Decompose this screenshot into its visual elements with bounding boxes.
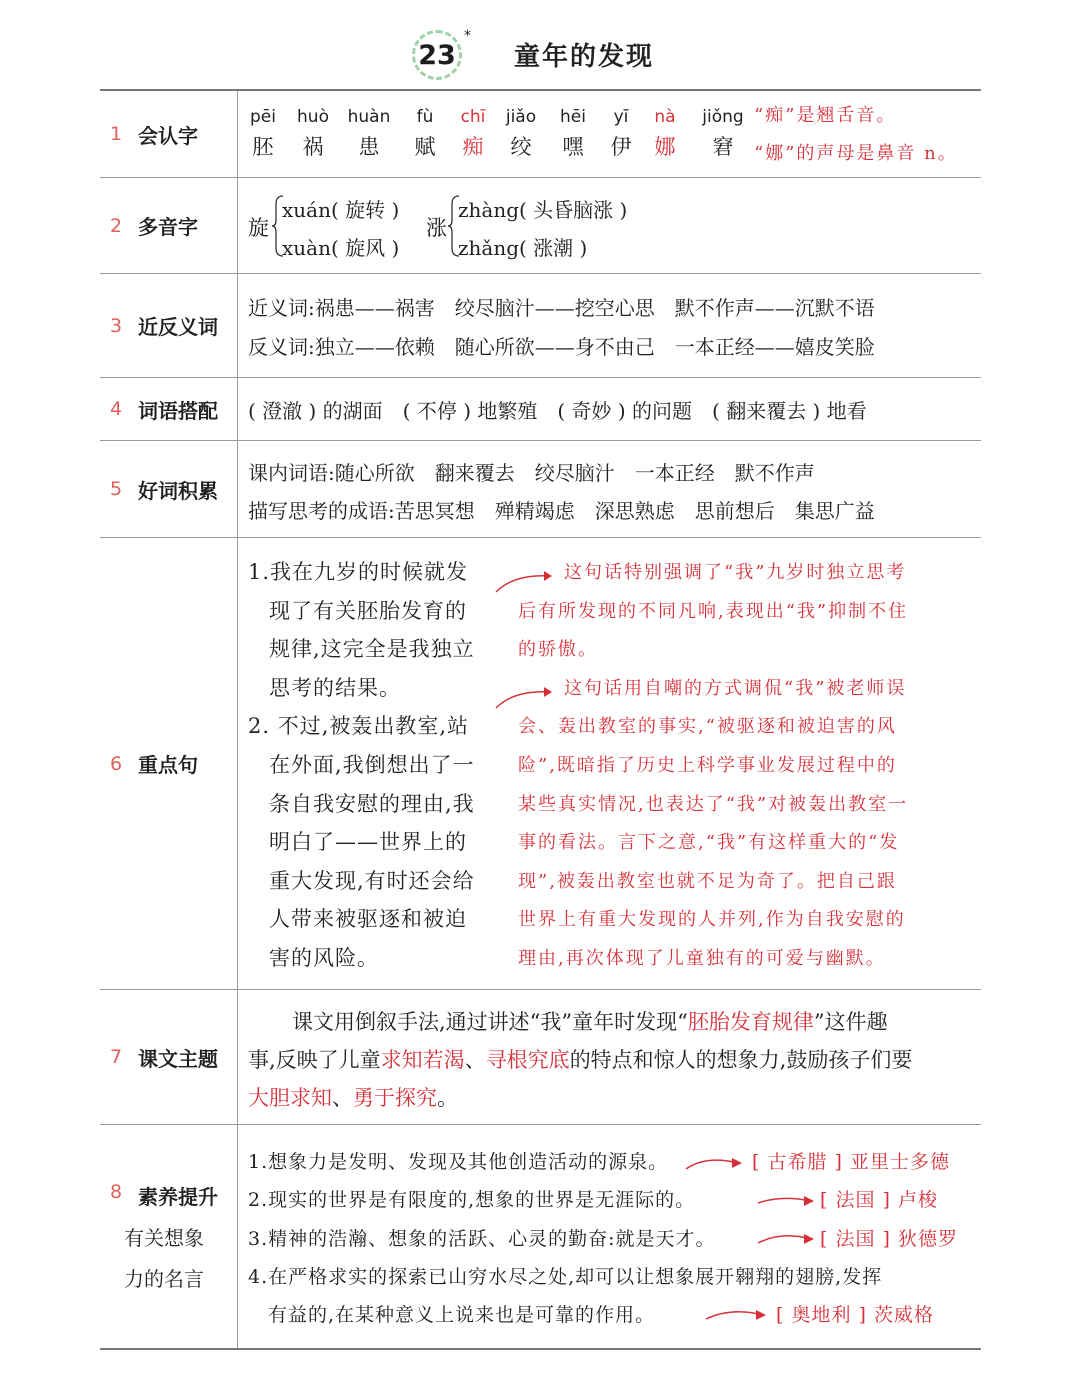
analysis-line: 会、轰出教室的事实,“被驱逐和被迫害的风	[518, 716, 897, 738]
collocation-line: ( 澄澈 ) 的湖面 ( 不停 ) 地繁殖 ( 奇妙 ) 的问题 ( 翻来覆去 ) 地看	[248, 399, 867, 423]
row-number: 3	[110, 314, 123, 337]
quotes-content	[238, 1125, 981, 1348]
row-quotes	[100, 1125, 981, 1350]
row-number: 5	[110, 478, 123, 500]
row-key-sentences	[100, 538, 981, 990]
antonyms-line: 反义词:独立——依赖 随心所欲——身不由己 一本正经——嬉皮笑脸	[248, 335, 875, 359]
arrow-icon	[704, 1305, 770, 1325]
quote-3: 3.精神的浩瀚、想象的活跃、心灵的勤奋:就是天才。	[248, 1228, 716, 1250]
reading-xuan-2: xuàn( 旋风 )	[282, 236, 400, 260]
row-number: 6	[110, 752, 123, 775]
sentence-line: 现了有关胚胎发育的	[269, 598, 467, 623]
analysis-line: 这句话特别强调了“我”九岁时独立思考	[564, 562, 907, 583]
row-collocation	[100, 378, 981, 441]
row-number: 2	[110, 214, 123, 237]
pinyin: hēi	[560, 107, 586, 127]
pinyin: chī	[460, 107, 486, 127]
analysis-line: 现”,被轰出教室也就不足为奇了。把自己跟	[518, 870, 897, 892]
arrow-icon	[494, 568, 556, 594]
row-title: 词语搭配	[138, 398, 218, 423]
theme-line-1: 课文用倒叙手法,通过讲述“我”童年时发现“胚胎发育规律”这件趣	[292, 1010, 888, 1034]
character: 痴	[462, 135, 484, 159]
collocation-content	[238, 378, 981, 440]
poly-char-zhang: 涨	[426, 216, 447, 240]
note-na: “娜”的声母是鼻音 n。	[754, 143, 958, 164]
key-sentences-content	[238, 538, 981, 989]
character: 绞	[510, 135, 532, 159]
lesson-star: *	[464, 28, 471, 44]
sentence-line: 思考的结果。	[269, 675, 401, 700]
synonyms-content	[238, 274, 981, 377]
author-1: [ 古希腊 ] 亚里士多德	[752, 1151, 950, 1173]
theme-line-2: 事,反映了儿童求知若渴、寻根究底的特点和惊人的想象力,鼓励孩子们要	[248, 1048, 913, 1072]
character: 赋	[414, 135, 436, 159]
poly-char-xuan: 旋	[248, 216, 269, 240]
row-subtitle-1: 有关想象	[124, 1226, 204, 1250]
reading-zhang-1: zhàng( 头昏脑涨 )	[458, 198, 628, 222]
row-subtitle-2: 力的名言	[124, 1267, 204, 1291]
vocab-line-2: 描写思考的成语:苦思冥想 殚精竭虑 深思熟虑 思前想后 集思广益	[248, 499, 875, 523]
row-synonyms	[100, 274, 981, 378]
pinyin: yī	[613, 107, 629, 127]
row-title: 重点句	[138, 753, 198, 777]
row-title: 会认字	[138, 123, 198, 148]
row-label	[100, 178, 238, 273]
note-chi: “痴”是翘舌音。	[754, 105, 897, 126]
analysis-line: 险”,既暗指了历史上科学事业发展过程中的	[518, 755, 897, 776]
lesson-number-badge: 23	[412, 30, 462, 80]
quote-4-line-1: 4.在严格求实的探索已山穷水尽之处,却可以让想象展开翱翔的翅膀,发挥	[248, 1266, 883, 1288]
row-label	[100, 441, 238, 537]
pinyin: nà	[654, 107, 676, 127]
row-label	[100, 274, 238, 377]
pinyin: fù	[416, 107, 434, 127]
row-number: 4	[110, 398, 123, 420]
arrow-icon	[756, 1229, 818, 1249]
sentence-line: 在外面,我倒想出了一	[269, 753, 475, 777]
row-number: 8	[110, 1181, 123, 1203]
pinyin: huàn	[347, 107, 391, 127]
row-title: 素养提升	[138, 1185, 218, 1209]
analysis-line: 这句话用自嘲的方式调侃“我”被老师误	[564, 677, 907, 699]
theme-content	[238, 990, 981, 1124]
analysis-line: 世界上有重大发现的人并列,作为自我安慰的	[518, 909, 906, 931]
row-title: 多音字	[138, 215, 198, 239]
reading-xuan-1: xuán( 旋转 )	[282, 198, 400, 222]
sentence-line: 条自我安慰的理由,我	[269, 791, 475, 816]
vocabulary-content	[238, 441, 981, 537]
character: 胚	[252, 135, 274, 159]
row-title: 好词积累	[138, 478, 218, 503]
analysis-line: 的骄傲。	[518, 639, 598, 661]
character: 嘿	[562, 135, 584, 159]
row-title: 近反义词	[138, 315, 218, 339]
author-2: [ 法国 ] 卢梭	[820, 1189, 938, 1211]
arrow-icon	[684, 1153, 746, 1173]
row-theme	[100, 990, 981, 1125]
row-label	[100, 91, 238, 177]
lesson-header	[0, 22, 1080, 82]
sentence-line: 明白了——世界上的	[269, 830, 467, 855]
synonyms-line: 近义词:祸患——祸害 绞尽脑汁——挖空心思 默不作声——沉默不语	[248, 296, 875, 320]
literacy-content	[238, 91, 981, 177]
author-4: [ 奥地利 ] 茨威格	[776, 1304, 934, 1326]
row-label	[100, 378, 238, 440]
row-literacy	[100, 91, 981, 178]
character: 伊	[610, 135, 632, 159]
row-label	[100, 1125, 238, 1348]
row-number: 1	[110, 123, 123, 145]
sentence-line: 2. 不过,被轰出教室,站	[248, 714, 470, 739]
sentence-line: 人带来被驱逐和被迫	[269, 907, 467, 932]
arrow-icon	[494, 684, 556, 710]
sentence-line: 规律,这完全是我独立	[269, 637, 475, 662]
sentence-line: 害的风险。	[269, 946, 379, 970]
polyphone-content	[238, 178, 981, 273]
character: 患	[358, 135, 380, 159]
pinyin: jiǎo	[505, 107, 537, 127]
analysis-line: 理由,再次体现了儿童独有的可爱与幽默。	[518, 948, 886, 969]
sentence-line: 1.我在九岁的时候就发	[248, 560, 469, 584]
analysis-line: 事的看法。言下之意,“我”有这样重大的“发	[518, 832, 900, 854]
row-polyphone	[100, 178, 981, 274]
pinyin: jiǒng	[702, 107, 744, 127]
analysis-line: 后有所发现的不同凡响,表现出“我”抑制不住	[518, 600, 909, 622]
lesson-title: 童年的发现	[514, 42, 655, 72]
vocab-line-1: 课内词语:随心所欲 翻来覆去 绞尽脑汁 一本正经 默不作声	[248, 461, 815, 485]
row-number: 7	[110, 1046, 123, 1068]
character: 窘	[712, 135, 734, 159]
row-title: 课文主题	[138, 1046, 218, 1071]
study-table	[100, 89, 981, 1350]
row-vocabulary	[100, 441, 981, 538]
character: 祸	[302, 135, 324, 159]
row-label	[100, 538, 238, 989]
arrow-icon	[756, 1191, 818, 1211]
quote-4-line-2: 有益的,在某种意义上说来也是可靠的作用。	[268, 1304, 656, 1326]
row-label	[100, 990, 238, 1124]
quote-2: 2.现实的世界是有限度的,想象的世界是无涯际的。	[248, 1189, 696, 1211]
sentence-line: 重大发现,有时还会给	[269, 868, 475, 893]
pinyin: huò	[297, 107, 329, 127]
pinyin: pēi	[250, 107, 276, 127]
author-3: [ 法国 ] 狄德罗	[820, 1228, 958, 1250]
quote-1: 1.想象力是发明、发现及其他创造活动的源泉。	[248, 1151, 669, 1173]
reading-zhang-2: zhǎng( 涨潮 )	[458, 236, 588, 260]
character: 娜	[654, 135, 676, 159]
theme-line-3: 大胆求知、勇于探究。	[248, 1086, 458, 1110]
analysis-line: 某些真实情况,也表达了“我”对被轰出教室一	[518, 793, 909, 815]
